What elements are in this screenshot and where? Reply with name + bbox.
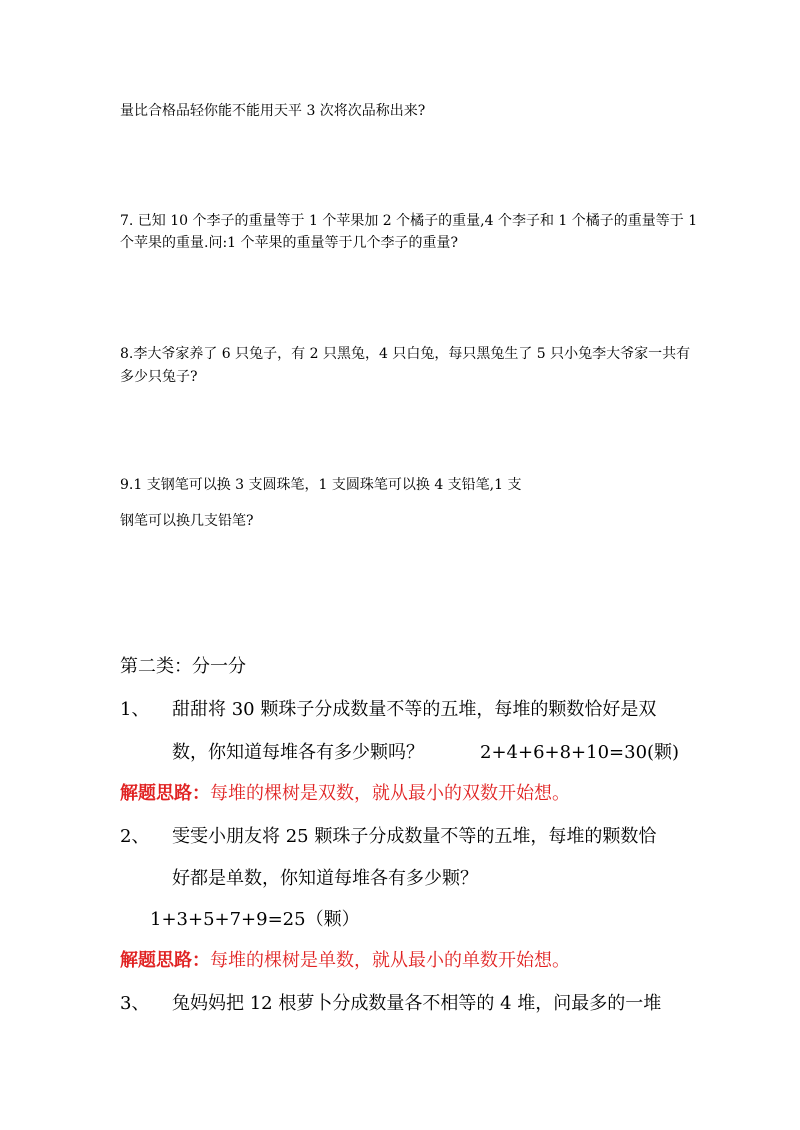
q1-number: 1、	[120, 699, 150, 720]
problem-9-line-1: 9.1 支钢笔可以换 3 支圆珠笔，1 支圆珠笔可以换 4 支铅笔,1 支	[120, 477, 522, 493]
q2-hint-text: 每堆的棵树是单数，就从最小的单数开始想。	[210, 950, 570, 971]
q1-line-1: 甜甜将 30 颗珠子分成数量不等的五堆，每堆的颗数恰好是双	[172, 699, 657, 720]
q2-line-2: 好都是单数，你知道每堆各有多少颗？	[172, 868, 478, 889]
problem-9-line-2: 钢笔可以换几支铅笔?	[120, 513, 254, 529]
q2-number: 2、	[120, 826, 150, 847]
problem-8-line-1: 8.李大爷家养了 6 只兔子，有 2 只黑兔，4 只白兔，每只黑兔生了 5 只小兔李大爷家一共有	[120, 346, 691, 362]
q2-answer: 1+3+5+7+9=25（颗）	[150, 909, 360, 930]
q1-hint-text: 每堆的棵树是双数，就从最小的双数开始想。	[210, 783, 570, 804]
problem-7-line-2: 个苹果的重量.问:1 个苹果的重量等于几个李子的重量?	[120, 235, 459, 251]
problem-8-line-2: 多少只兔子?	[120, 369, 198, 385]
q2-line-1: 雯雯小朋友将 25 颗珠子分成数量不等的五堆，每堆的颗数恰	[172, 826, 657, 847]
section-title: 第二类：分一分	[120, 656, 246, 677]
problem-6-tail: 量比合格品轻你能不能用天平 3 次将次品称出来?	[120, 103, 426, 119]
q1-hint-label: 解题思路：	[120, 783, 210, 804]
q1-hint	[120, 779, 570, 805]
q1-line-2: 数，你知道每堆各有多少颗吗？	[172, 742, 424, 763]
q3-number: 3、	[120, 993, 150, 1014]
q2-hint	[120, 946, 570, 972]
q1-answer: 2+4+6+8+10=30(颗)	[480, 742, 680, 763]
q2-hint-label: 解题思路：	[120, 950, 210, 971]
q3-line-1: 兔妈妈把 12 根萝卜分成数量各不相等的 4 堆，问最多的一堆	[172, 993, 662, 1014]
problem-7-line-1: 7. 已知 10 个李子的重量等于 1 个苹果加 2 个橘子的重量,4 个李子和 1 个橘子的重量等于 1	[120, 213, 698, 229]
